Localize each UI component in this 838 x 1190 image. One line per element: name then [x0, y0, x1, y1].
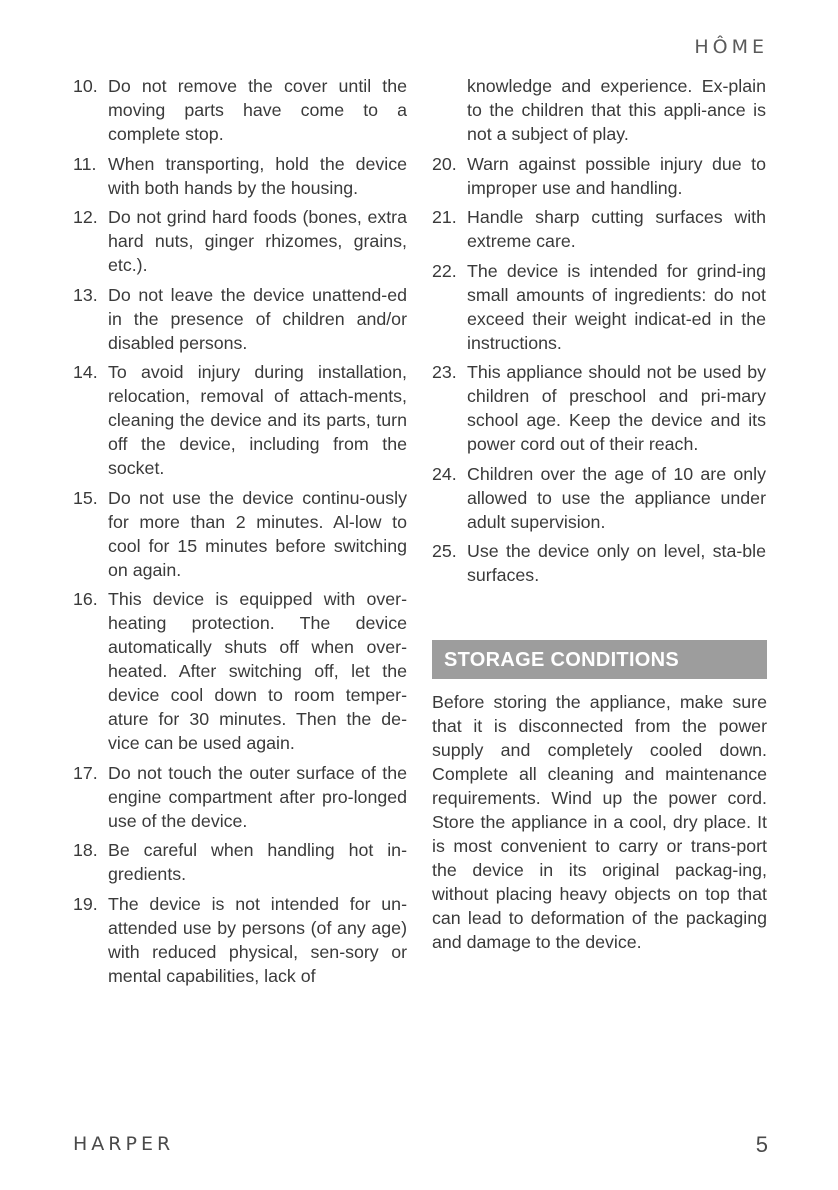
item-number: 10.: [73, 76, 98, 96]
harper-logo: HARPER: [73, 1133, 175, 1155]
storage-conditions-heading: STORAGE CONDITIONS: [432, 640, 767, 679]
item-number: 18.: [73, 840, 98, 860]
item-number: 13.: [73, 284, 98, 305]
right-column: [432, 74, 766, 593]
list-item: [73, 152, 407, 200]
list-item: [432, 539, 766, 587]
item-number: 12.: [73, 207, 98, 227]
item-number: 16.: [73, 589, 98, 609]
list-item: [432, 205, 766, 253]
item-text: The device is intended for grind-ing small amounts of ingredients: do not exceed their weight indicat-ed in the instructions.: [467, 260, 766, 353]
item-number: 25.: [432, 541, 457, 561]
item-number: 14.: [73, 362, 98, 382]
item-number: 19.: [73, 893, 98, 914]
item-text: When transporting, hold the device with both hands by the housing.: [108, 153, 407, 198]
list-item: [73, 74, 407, 146]
item-text: Do not grind hard foods (bones, extra hard nuts, ginger rhizomes, grains, etc.).: [108, 207, 407, 275]
page-number: 5: [755, 1132, 768, 1157]
item-text: Warn against possible injury due to improper use and handling.: [467, 153, 766, 198]
storage-conditions-text: Before storing the appliance, make sure that it is disconnected from the power supply and completely cooled down. Complete all cleaning and maintenance requirements. Wind up the power cord. Store the appliance in a cool, dry place. It is most convenient to carry or trans-port the device in its original packag-ing, without placing heavy objects on top that can lead to deformation of the packaging and damage to the device.: [432, 692, 767, 952]
item-text: This device is equipped with over-heating protection. The device automatically shuts off when over-heated. After switching off, let the device cool down to room temper-ature for 30 minutes. Then the de-vice can be used again.: [108, 589, 407, 753]
item-number: 22.: [432, 260, 457, 281]
item-text: Do not leave the device unattend-ed in the presence of children and/or disabled persons.: [108, 284, 407, 353]
list-item: [73, 205, 407, 277]
list-item: [432, 462, 766, 534]
item-text: Use the device only on level, sta-ble surfaces.: [467, 541, 766, 585]
home-logo: HÔME: [694, 36, 768, 58]
item-text: Be careful when handling hot in-gredients.: [108, 840, 407, 884]
item-text: Do not remove the cover until the moving parts have come to a complete stop.: [108, 76, 407, 144]
item-text: Do not use the device continu-ously for more than 2 minutes. Al-low to cool for 15 minutes before switching on again.: [108, 487, 407, 580]
item-text: To avoid injury during installation, relocation, removal of attach-ments, cleaning the device and its parts, turn off the device, including from the socket.: [108, 362, 407, 478]
item-text: Do not touch the outer surface of the engine compartment after pro-longed use of the device.: [108, 762, 407, 831]
list-item: [73, 838, 407, 886]
list-item: [73, 283, 407, 355]
item-number: 24.: [432, 463, 457, 484]
item-number: 15.: [73, 487, 98, 508]
list-item: [432, 152, 766, 200]
list-item: [73, 360, 407, 480]
item-number: 20.: [432, 153, 457, 174]
list-item: [73, 486, 407, 582]
item-number: 23.: [432, 362, 457, 382]
item-number: 11.: [73, 153, 97, 174]
left-column: [73, 74, 407, 993]
item-text: The device is not intended for un-attended use by persons (of any age) with reduced physical, sen-sory or mental capabilities, lack of: [108, 893, 407, 986]
list-item: [432, 259, 766, 355]
list-item: [73, 892, 407, 988]
item-text: Children over the age of 10 are only allowed to use the appliance under adult supervision.: [467, 463, 766, 532]
item-text: Handle sharp cutting surfaces with extreme care.: [467, 207, 766, 251]
list-item: [73, 761, 407, 833]
item-number: 17.: [73, 762, 98, 783]
list-item: [432, 360, 766, 456]
item-text: This appliance should not be used by children of preschool and pri-mary school age. Keep the device and its power cord out of their reach.: [467, 362, 766, 454]
list-item: [73, 587, 407, 755]
continued-text: knowledge and experience. Ex-plain to the children that this appli-ance is not a subject of play.: [467, 76, 766, 144]
item-number: 21.: [432, 207, 457, 227]
